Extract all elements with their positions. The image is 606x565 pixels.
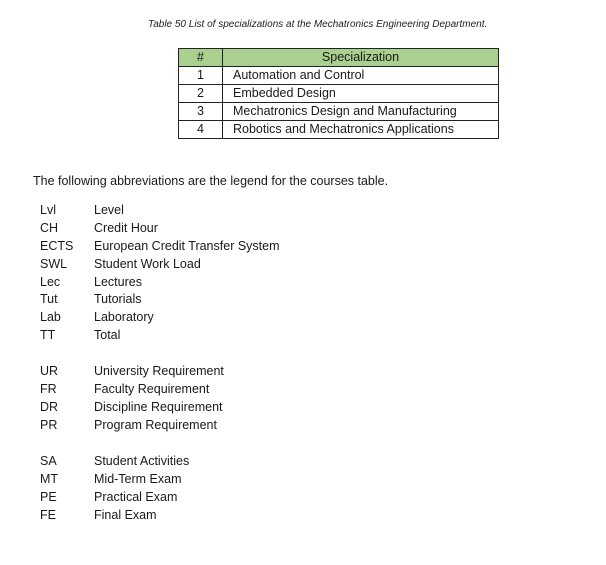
legend-abbr: ECTS: [40, 238, 74, 253]
table-row: [179, 85, 499, 103]
legend-abbr: PR: [40, 417, 58, 432]
legend-abbr: TT: [40, 328, 56, 343]
legend-meaning: Laboratory: [94, 310, 154, 325]
row-specialization: Mechatronics Design and Manufacturing: [223, 103, 499, 121]
legend-abbr: PE: [40, 489, 57, 504]
legend-abbr: SWL: [40, 256, 68, 271]
legend-abbr: DR: [40, 399, 59, 414]
row-number: 1: [179, 67, 223, 85]
row-number: 4: [179, 121, 223, 139]
table-row: [179, 67, 499, 85]
header-specialization: Specialization: [223, 49, 499, 67]
legend-meaning: Faculty Requirement: [94, 381, 210, 396]
legend-abbr: Lab: [40, 310, 61, 325]
table-row: [179, 103, 499, 121]
legend-abbr: FR: [40, 381, 57, 396]
legend-meaning: Credit Hour: [94, 220, 158, 235]
row-number: 3: [179, 103, 223, 121]
header-number: #: [179, 49, 223, 67]
table-row: [179, 121, 499, 139]
legend-meaning: Total: [94, 328, 121, 343]
legend-meaning: Mid-Term Exam: [94, 471, 182, 486]
table-caption: Table 50 List of specializations at the Mechatronics Engineering Department.: [148, 19, 488, 30]
row-specialization: Automation and Control: [223, 67, 499, 85]
legend-meaning: Level: [94, 203, 124, 217]
legend-meaning: University Requirement: [94, 364, 224, 378]
legend-meaning: Discipline Requirement: [94, 399, 223, 414]
legend-meaning: Final Exam: [94, 507, 157, 522]
legend-meaning: Student Work Load: [94, 256, 201, 271]
legend-abbr: Lec: [40, 274, 61, 289]
legend-abbr: FE: [40, 507, 56, 522]
legend-abbr: Lvl: [40, 203, 56, 217]
legend-meaning: Lectures: [94, 274, 142, 289]
legend-abbr: MT: [40, 471, 59, 486]
row-specialization: Robotics and Mechatronics Applications: [223, 121, 499, 139]
legend-meaning: European Credit Transfer System: [94, 238, 280, 253]
row-number: 2: [179, 85, 223, 103]
legend-abbr: Tut: [40, 292, 58, 307]
legend-meaning: Tutorials: [94, 292, 142, 307]
legend-meaning: Program Requirement: [94, 417, 217, 432]
legend-abbr: UR: [40, 364, 59, 378]
legend-intro: The following abbreviations are the legend for the courses table.: [33, 174, 389, 188]
table-header-row: [179, 49, 499, 67]
row-specialization: Embedded Design: [223, 85, 499, 103]
legend-meaning: Practical Exam: [94, 489, 178, 504]
specializations-table: [178, 48, 499, 139]
legend-abbr: SA: [40, 454, 57, 468]
legend-meaning: Student Activities: [94, 454, 190, 468]
legend-abbr: CH: [40, 220, 59, 235]
